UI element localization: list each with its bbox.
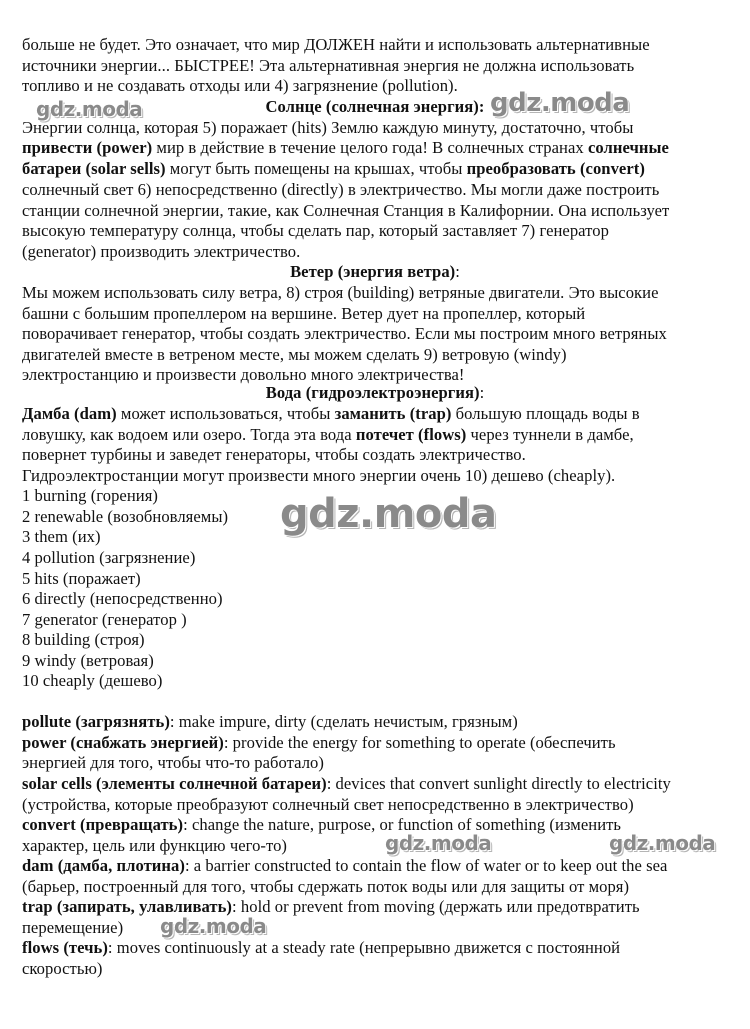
answer-item: 8 building (строя)	[22, 630, 145, 649]
term-flows: потечет (flows)	[355, 425, 467, 444]
term-solar-sells: батареи (solar sells)	[22, 159, 166, 178]
glossary-entry: dam (дамба, плотина): a barrier constructed to contain the flow of water or to keep out the sea	[22, 856, 668, 875]
term-convert: преобразовать (convert)	[466, 159, 645, 178]
glossary-line: энергией для того, чтобы что-то работало)	[22, 753, 324, 772]
wind-line: электростанцию и произвести довольно много электричества!	[22, 365, 465, 384]
glossary-entry: trap (запирать, улавливать): hold or prevent from moving (держать или предотвратить	[22, 897, 640, 916]
sun-line: (generator) производить электричество.	[22, 242, 301, 261]
intro-line: топливо и не создавать отходы или 4) загрязнение (pollution).	[22, 76, 458, 95]
term-trap: заманить (trap)	[334, 404, 452, 423]
wind-line: башни с большим пропеллером на вершине. Ветер дует на пропеллер, который	[22, 304, 586, 323]
glossary-entry: solar cells (элементы солнечной батареи): devices that convert sunlight directly to electricity	[22, 774, 671, 793]
glossary-line: (барьер, построенный для того, чтобы сдержать поток воды или для защиты от моря)	[22, 877, 630, 896]
answer-item: 2 renewable (возобновляемы)	[22, 507, 229, 526]
water-line: повернет турбины и заведет генераторы, чтобы создать электричество.	[22, 445, 526, 464]
watermark-logo: gdz.moda	[280, 491, 497, 537]
term-dam: Дамба (dam)	[22, 404, 117, 423]
glossary-line: (устройства, которые преобразуют солнечный свет непосредственно в электричество)	[22, 795, 634, 814]
sun-line: привести (power) мир в действие в течение целого года! В солнечных странах солнечные	[22, 138, 669, 157]
answer-item: 10 cheaply (дешево)	[22, 671, 163, 690]
glossary-entry: convert (превращать): change the nature, purpose, or function of something (изменить	[22, 815, 622, 834]
glossary-line: перемещение)	[22, 918, 124, 937]
answer-item: 4 pollution (загрязнение)	[22, 548, 196, 567]
wind-line: Мы можем использовать силу ветра, 8) строя (building) ветряные двигатели. Это высокие	[22, 283, 659, 302]
watermark-logo: gdz.moda	[385, 831, 492, 855]
glossary-entry: flows (течь): moves continuously at a steady rate (непрерывно движется с постоянной	[22, 938, 621, 957]
watermark-logo: gdz.moda	[36, 97, 143, 121]
answer-item: 9 windy (ветровая)	[22, 651, 154, 670]
answer-item: 6 directly (непосредственно)	[22, 589, 223, 608]
answer-item: 7 generator (генератор )	[22, 610, 187, 629]
answer-item: 1 burning (горения)	[22, 486, 158, 505]
sun-line: станции солнечной энергии, такие, как Солнечная Станция в Калифорнии. Она использует	[22, 201, 670, 220]
answer-item: 3 them (их)	[22, 527, 101, 546]
watermark-logo: gdz.moda	[490, 88, 630, 118]
sun-line: высокую температуру солнца, чтобы сделать пар, который заставляет 7) генератор	[22, 221, 609, 240]
water-line: ловушку, как водоем или озеро. Тогда эта вода потечет (flows) через туннели в дамбе,	[22, 425, 634, 444]
sun-heading: Солнце (солнечная энергия):	[265, 97, 485, 116]
intro-line: больше не будет. Это означает, что мир ДОЛЖЕН найти и использовать альтернативные	[22, 35, 650, 54]
watermark-logo: gdz.moda	[160, 914, 267, 938]
answer-item: 5 hits (поражает)	[22, 569, 141, 588]
glossary-line: характер, цель или функцию чего-то)	[22, 836, 288, 855]
water-line: Гидроэлектростанции могут произвести много энергии очень 10) дешево (cheaply).	[22, 466, 616, 485]
term-power: привести (power)	[22, 138, 153, 157]
glossary-line: скоростью)	[22, 959, 103, 978]
sun-line: Энергии солнца, которая 5) поражает (hits) Землю каждую минуту, достаточно, чтобы	[22, 118, 634, 137]
water-line: Дамба (dam) может использоваться, чтобы заманить (trap) большую площадь воды в	[22, 404, 640, 423]
watermark-logo: gdz.moda	[609, 831, 716, 855]
glossary-entry: pollute (загрязнять): make impure, dirty (сделать нечистым, грязным)	[22, 712, 518, 731]
wind-heading: Ветер (энергия ветра):	[290, 262, 460, 281]
glossary-entry: power (снабжать энергией): provide the energy for something to operate (обеспечить	[22, 733, 616, 752]
wind-line: поворачивает генератор, чтобы создать электричество. Если мы построим много ветряных	[22, 324, 667, 343]
term-solar: солнечные	[587, 138, 669, 157]
intro-line: источники энергии... БЫСТРЕЕ! Эта альтернативная энергия не должна использовать	[22, 56, 635, 75]
water-heading: Вода (гидроэлектроэнергия):	[265, 383, 485, 402]
sun-line: солнечный свет 6) непосредственно (directly) в электричество. Мы могли даже построить	[22, 180, 660, 199]
sun-line: батареи (solar sells) могут быть помещены на крышах, чтобы преобразовать (convert)	[22, 159, 645, 178]
wind-line: двигателей вместе в ветреном месте, мы можем сделать 9) ветровую (windy)	[22, 345, 567, 364]
